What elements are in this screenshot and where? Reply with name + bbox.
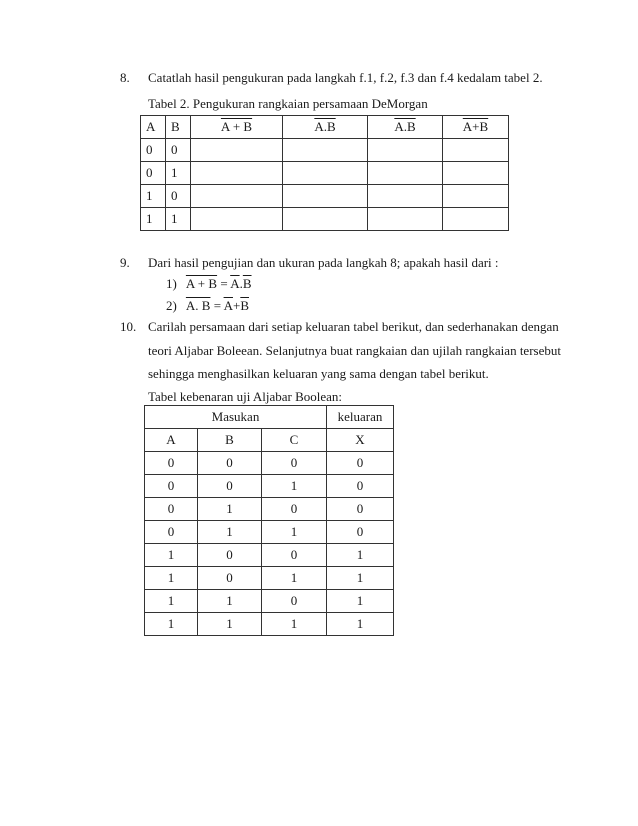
empty-cell	[368, 185, 443, 208]
boolean-truth-table	[144, 405, 394, 636]
cell: 0	[198, 544, 262, 567]
col-header-not-a-plus-b: A + B	[191, 116, 283, 139]
group-header-keluaran: keluaran	[327, 406, 394, 429]
q8-number: 8.	[120, 70, 130, 85]
rhs-not-b: $\overline{B}$	[240, 298, 249, 313]
col-header-a: A	[145, 429, 198, 452]
cell: 0	[166, 185, 191, 208]
table-row	[145, 613, 394, 636]
cell: 0	[141, 162, 166, 185]
cell: 1	[327, 544, 394, 567]
q10-number: 10.	[120, 319, 137, 334]
cell: 1	[262, 567, 327, 590]
cell: 1	[145, 590, 198, 613]
cell: 0	[262, 452, 327, 475]
cell: 0	[198, 452, 262, 475]
empty-cell	[443, 162, 509, 185]
empty-cell	[368, 208, 443, 231]
equals-sign: =	[217, 276, 231, 291]
empty-cell	[443, 208, 509, 231]
table-group-header-row	[145, 406, 394, 429]
table-row	[141, 162, 509, 185]
q9-item-1	[166, 276, 252, 292]
equals-sign: =	[210, 298, 224, 313]
rhs-operator: +	[232, 298, 241, 313]
cell: 0	[327, 498, 394, 521]
table-row	[141, 185, 509, 208]
q9-text: Dari hasil pengujian dan ukuran pada langkah 8; apakah hasil dari :	[148, 255, 499, 270]
q10-line-1: Carilah persamaan dari setiap keluaran tabel berikut, dan sederhanakan dengan	[148, 319, 559, 334]
col-header-c: C	[262, 429, 327, 452]
table-row	[145, 498, 394, 521]
cell: 1	[198, 498, 262, 521]
empty-cell	[191, 208, 283, 231]
not-a-term: A.B	[314, 119, 336, 134]
cell: 1	[145, 613, 198, 636]
cell: 1	[327, 567, 394, 590]
table-header-row	[141, 116, 509, 139]
cell: 1	[141, 185, 166, 208]
cell: 0	[327, 452, 394, 475]
table-row	[141, 208, 509, 231]
lhs-expression: A + B	[185, 276, 218, 291]
group-header-masukan: Masukan	[145, 406, 327, 429]
table-row	[145, 475, 394, 498]
empty-cell	[368, 139, 443, 162]
rhs-not-a: $\overline{A}$	[230, 276, 240, 291]
empty-cell	[191, 185, 283, 208]
col-header-x: X	[327, 429, 394, 452]
col-header-b: B	[166, 116, 191, 139]
cell: 0	[198, 567, 262, 590]
empty-cell	[443, 185, 509, 208]
table-row	[141, 139, 509, 162]
empty-cell	[283, 208, 368, 231]
cell: 0	[262, 498, 327, 521]
cell: 1	[145, 567, 198, 590]
cell: 0	[145, 452, 198, 475]
cell: 0	[145, 498, 198, 521]
cell: 1	[198, 590, 262, 613]
empty-cell	[368, 162, 443, 185]
cell: 1	[262, 613, 327, 636]
cell: 0	[262, 590, 327, 613]
empty-cell	[191, 162, 283, 185]
demorgan-table	[140, 115, 509, 231]
cell: 1	[198, 613, 262, 636]
q10-line-3: sehingga menghasilkan keluaran yang sama dengan tabel berikut.	[148, 366, 489, 381]
table-row	[145, 544, 394, 567]
q9-number: 9.	[120, 255, 130, 270]
empty-cell	[283, 162, 368, 185]
q8-caption: Tabel 2. Pengukuran rangkaian persamaan DeMorgan	[148, 96, 428, 111]
empty-cell	[191, 139, 283, 162]
empty-cell	[443, 139, 509, 162]
q8-text: Catatlah hasil pengukuran pada langkah f.1, f.2, f.3 dan f.4 kedalam tabel 2.	[148, 70, 543, 85]
col-header-not-a-dot-not-b	[283, 116, 368, 139]
item-number: 1)	[166, 276, 177, 291]
cell: 1	[262, 521, 327, 544]
item-number: 2)	[166, 298, 177, 313]
cell: 0	[198, 475, 262, 498]
table-row	[145, 590, 394, 613]
rhs-not-b: $\overline{B}$	[242, 276, 252, 291]
cell: 1	[327, 590, 394, 613]
cell: 1	[262, 475, 327, 498]
col-header-b: B	[198, 429, 262, 452]
cell: 1	[327, 613, 394, 636]
table-row	[145, 452, 394, 475]
cell: 0	[262, 544, 327, 567]
col-header-not-a-dot-b: A.B	[368, 116, 443, 139]
empty-cell	[283, 139, 368, 162]
table-row	[145, 521, 394, 544]
rhs-not-a: $\overline{A}$	[223, 298, 233, 313]
q10-line-2: teori Aljabar Boleean. Selanjutnya buat rangkaian dan ujilah rangkaian tersebut	[148, 343, 561, 358]
cell: 0	[145, 475, 198, 498]
col-header-a: A	[141, 116, 166, 139]
cell: 0	[145, 521, 198, 544]
table-row	[145, 567, 394, 590]
cell: 0	[327, 521, 394, 544]
cell: 1	[198, 521, 262, 544]
q10-caption: Tabel kebenaran uji Aljabar Boolean:	[148, 389, 343, 404]
lhs-expression: A. B	[185, 298, 211, 313]
rhs-operator: .	[239, 276, 243, 291]
cell: 0	[141, 139, 166, 162]
cell: 0	[327, 475, 394, 498]
cell: 1	[166, 208, 191, 231]
q9-item-2	[166, 298, 249, 314]
cell: 1	[145, 544, 198, 567]
table-header-row	[145, 429, 394, 452]
cell: 0	[166, 139, 191, 162]
col-header-not-a-plus-not-b: A+B	[443, 116, 509, 139]
empty-cell	[283, 185, 368, 208]
cell: 1	[141, 208, 166, 231]
cell: 1	[166, 162, 191, 185]
